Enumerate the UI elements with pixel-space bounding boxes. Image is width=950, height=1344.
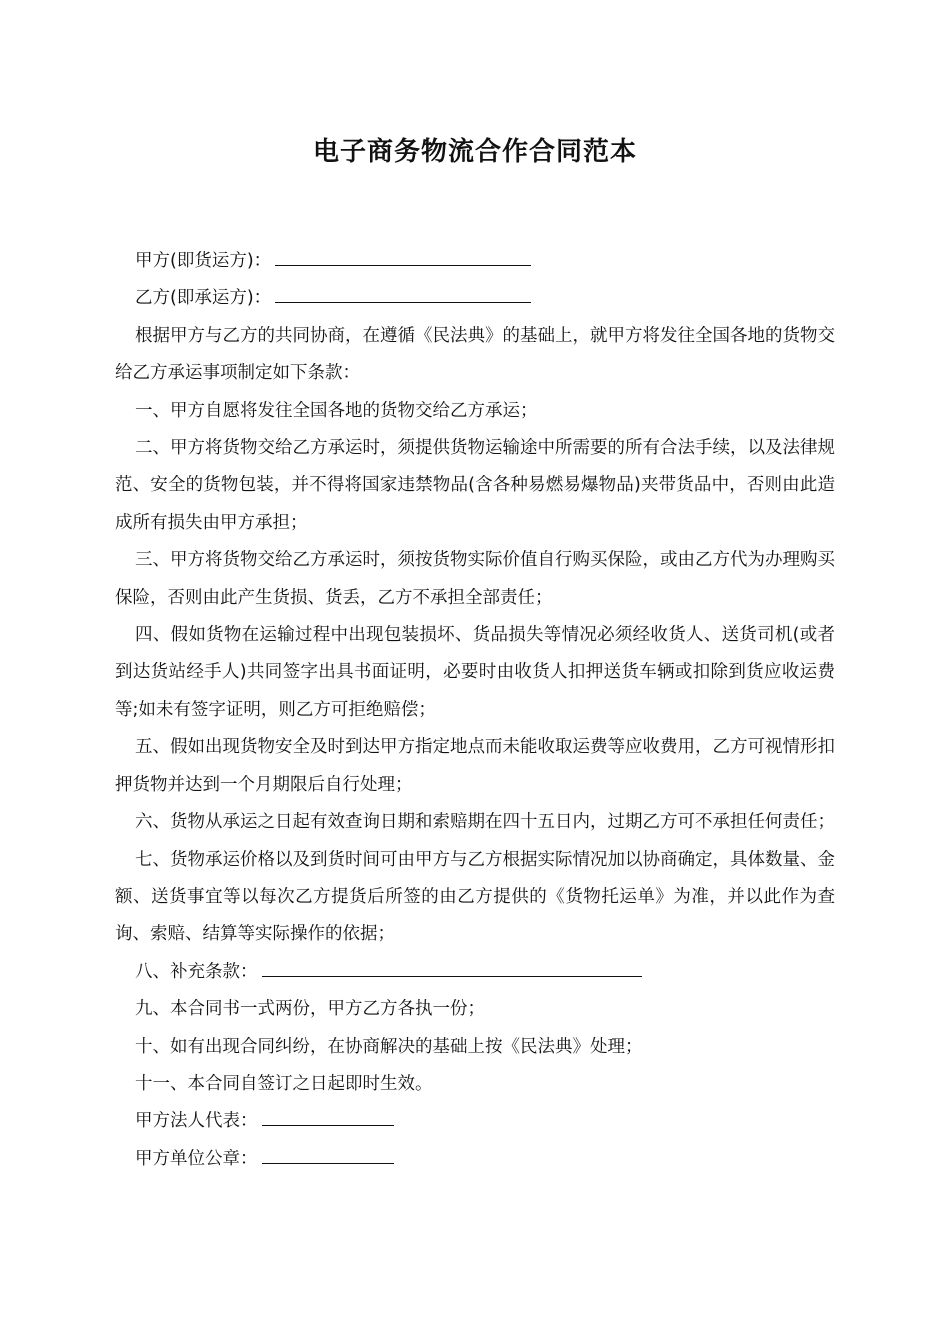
party-b-label: 乙方(即承运方)：: [135, 288, 272, 309]
seal-label: 甲方单位公章：: [135, 1148, 258, 1169]
clause-10: 十、如有出现合同纠纷，在协商解决的基础上按《民法典》处理；: [135, 1036, 643, 1057]
party-a-label: 甲方(即货运方)：: [135, 251, 272, 271]
contract-body: [115, 243, 835, 1178]
clause-11: 十一、本合同自签订之日起即时生效。: [135, 1073, 433, 1094]
clause-6: 六、货物从承运之日起有效查询日期和索赔期在四十五日内，过期乙方可不承担任何责任；: [135, 812, 835, 833]
intro-paragraph: 根据甲方与乙方的共同协商，在遵循《民法典》的基础上，就甲方将发往全国各地的货物交给乙方承运事项制定如下条款：: [115, 325, 835, 384]
legal-rep-blank: [262, 1107, 394, 1126]
clause-7: 七、货物承运价格以及到货时间可由甲方与乙方根据实际情况加以协商确定，具体数量、金额、送货事宜等以每次乙方提货后所签的由乙方提供的《货物托运单》为准，并以此作为查询、索赔、结算等实际操作的依据；: [115, 849, 835, 945]
clause-2: 二、甲方将货物交给乙方承运时，须提供货物运输途中所需要的所有合法手续，以及法律规范、安全的货物包装，并不得将国家违禁物品(含各种易燃易爆物品)夹带货品中，否则由此造成所有损失由甲方承担；: [115, 438, 835, 533]
clause-1: 一、甲方自愿将发往全国各地的货物交给乙方承运；: [135, 400, 538, 421]
seal-blank: [262, 1144, 394, 1163]
supplement-blank: [262, 957, 642, 976]
seal-line: [115, 1141, 835, 1178]
clause-5: 五、假如出现货物安全及时到达甲方指定地点而未能收取运费等应收费用，乙方可视情形扣押货物并达到一个月期限后自行处理；: [115, 737, 835, 795]
party-a-line: [115, 243, 835, 280]
party-b-blank: [275, 284, 531, 303]
document-title: 电子商务物流合作合同范本: [312, 137, 637, 167]
party-a-blank: [275, 247, 531, 266]
legal-rep-line: [115, 1103, 835, 1140]
supplement-label: 八、补充条款：: [135, 961, 258, 982]
clause-4: 四、假如货物在运输过程中出现包装损坏、货品损失等情况必须经收货人、送货司机(或者到达货站经手人)共同签字出具书面证明，必要时由收货人扣押送货车辆或扣除到货应收运费等;如未有签字证明，则乙方可拒绝赔偿；: [115, 625, 835, 720]
clause-3: 三、甲方将货物交给乙方承运时，须按货物实际价值自行购买保险，或由乙方代为办理购买保险，否则由此产生货损、货丢，乙方不承担全部责任；: [115, 550, 835, 608]
party-b-line: [115, 280, 835, 317]
clause-9: 九、本合同书一式两份，甲方乙方各执一份；: [135, 999, 485, 1020]
legal-rep-label: 甲方法人代表：: [135, 1111, 258, 1132]
clause-8-line: [115, 954, 835, 991]
